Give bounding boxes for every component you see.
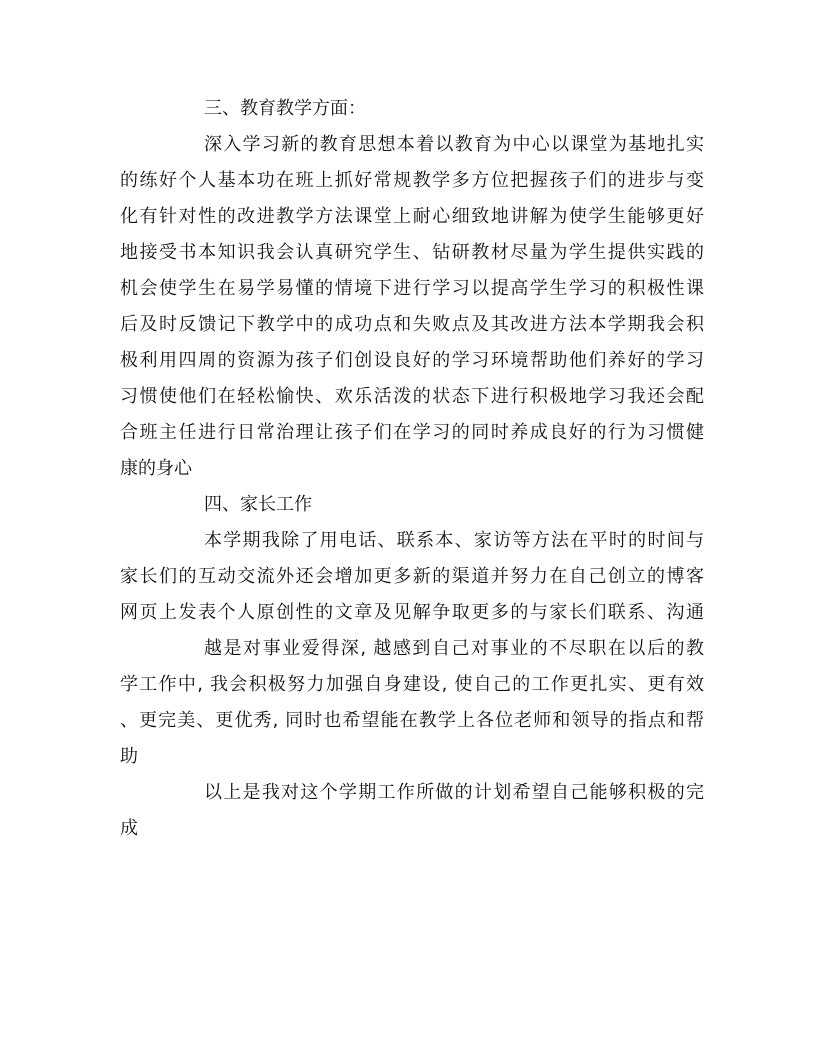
- section-heading: 三、教育教学方面：: [204, 98, 366, 119]
- paragraph-line: 以上是我对这个学期工作所做的计划希望自己能够积极的完: [204, 782, 704, 803]
- paragraph-line: 机会使学生在易学易懂的情境下进行学习以提高学生学习的积极性课: [120, 278, 704, 299]
- paragraph-line: 习惯使他们在轻松愉快、欢乐活泼的状态下进行积极地学习我还会配: [120, 386, 704, 407]
- paragraph: [120, 775, 704, 847]
- paragraph-line: 网页上发表个人原创性的文章及见解争取更多的与家长们联系、沟通: [120, 602, 704, 623]
- paragraph-line: 极利用四周的资源为孩子们创设良好的学习环境帮助他们养好的学习: [120, 350, 704, 371]
- paragraph-line: 成: [120, 818, 138, 839]
- section-heading: 四、家长工作: [204, 494, 312, 515]
- paragraph: [120, 523, 704, 631]
- paragraph-line: 家长们的互动交流外还会增加更多新的渠道并努力在自己创立的博客: [120, 566, 704, 587]
- paragraph-line: 地接受书本知识我会认真研究学生、钻研教材尽量为学生提供实践的: [120, 242, 704, 263]
- paragraph-line: 、更完美、更优秀, 同时也希望能在教学上各位老师和领导的指点和帮: [120, 710, 704, 731]
- paragraph-line: 助: [120, 746, 138, 767]
- paragraph-line: 康的身心: [120, 458, 192, 479]
- paragraph-line: 越是对事业爱得深, 越感到自己对事业的不尽职在以后的教: [204, 638, 704, 659]
- paragraph: [120, 631, 704, 775]
- paragraph-line: 化有针对性的改进教学方法课堂上耐心细致地讲解为使学生能够更好: [120, 206, 704, 227]
- paragraph-line: 后及时反馈记下教学中的成功点和失败点及其改进方法本学期我会积: [120, 314, 704, 335]
- paragraph-line: 本学期我除了用电话、联系本、家访等方法在平时的时间与: [204, 530, 704, 551]
- paragraph-line: 合班主任进行日常治理让孩子们在学习的同时养成良好的行为习惯健: [120, 422, 704, 443]
- paragraph: [120, 127, 704, 487]
- paragraph-line: 学工作中, 我会积极努力加强自身建设, 使自己的工作更扎实、更有效: [120, 674, 704, 695]
- paragraph-line: 的练好个人基本功在班上抓好常规教学多方位把握孩子们的进步与变: [120, 170, 704, 191]
- document-body: [120, 91, 704, 847]
- paragraph-line: 深入学习新的教育思想本着以教育为中心以课堂为基地扎实: [204, 134, 704, 155]
